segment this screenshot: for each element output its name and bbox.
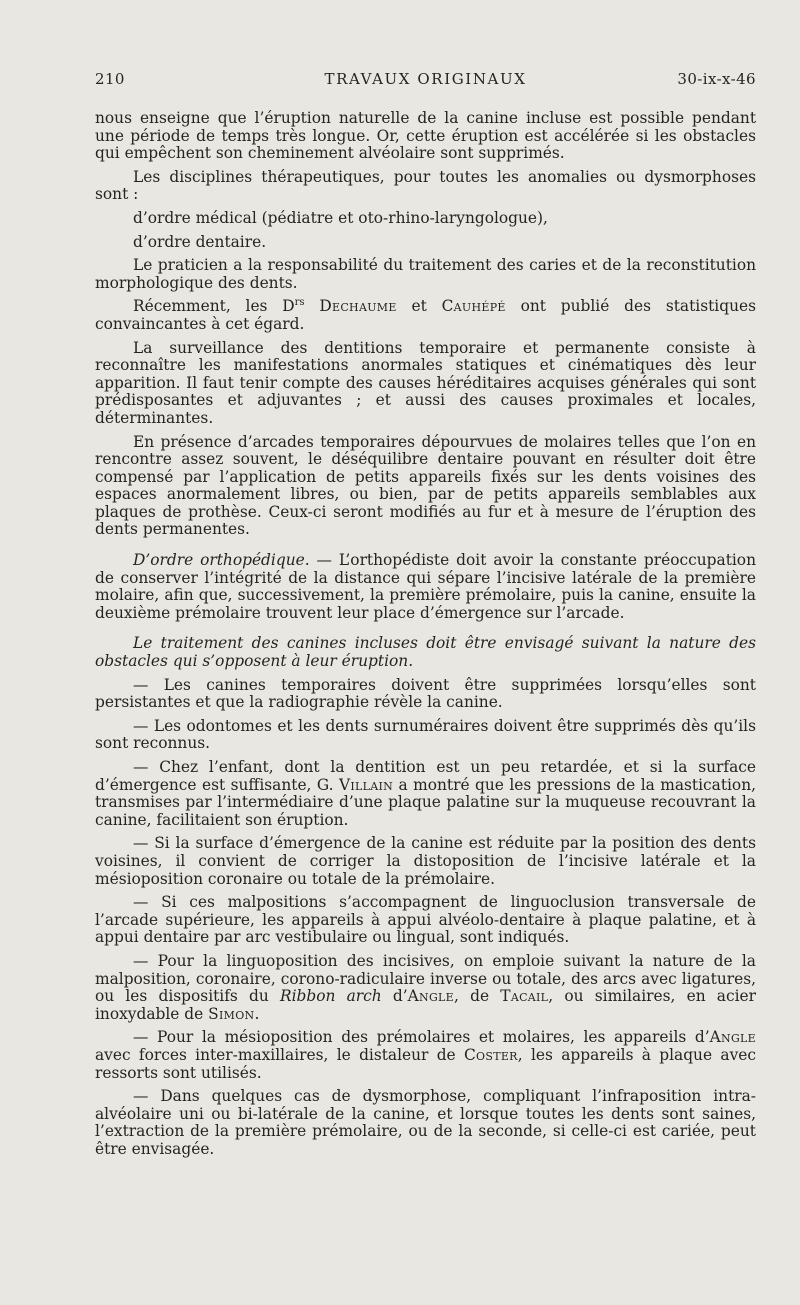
text-run: , ou similaires, en acier inoxydable de [95, 987, 756, 1023]
paragraph-11 [95, 759, 756, 829]
text-run: — L’orthopédiste doit avoir la constante préoccupation de conserver l’intégrité de la distance qui sépare l’incisive latérale de la première molaire, afin que, successivement, la première prémolaire, puis la canine, ensuite la deuxième prémolaire trouvent leur place d’émergence sur l’arcade. [95, 551, 756, 622]
author-name: Tacail [500, 987, 549, 1006]
author-name: Villain [338, 775, 394, 794]
text-run: , de [454, 987, 501, 1006]
text-run: . [254, 1004, 260, 1023]
text-run: a montré que les pressions de la mastication, transmises par l’intermédiaire d’une plaque palatine sur la muqueuse recouvrant la canine, facilitaient son éruption. [95, 775, 756, 829]
paragraph-9: — Les canines temporaires doivent être supprimées lorsqu’elles sont persistantes et que la radiographie révèle la canine. [95, 675, 756, 712]
author-name: Angle [709, 1028, 756, 1047]
paragraph-12: — Si la surface d’émergence de la canine est réduite par la position des dents voisines, il convient de corriger la distoposition de l’incisive latérale et la mésioposition coronaire ou totale de la prémolaire. [95, 834, 756, 888]
author-name: Simon [208, 1004, 255, 1023]
paragraph-16: — Dans quelques cas de dysmorphose, compliquant l’infraposition intra-alvéolaire uni ou bi-latérale de la canine, et lorsque toutes les dents sont saines, l’extraction de la première prémolaire, ou de la seconde, si celle-ci est cariée, peut être envisagée. [95, 1087, 756, 1158]
paragraph-1: nous enseigne que l’éruption naturelle de la canine incluse est possible pendant une période de temps très longue. Or, cette éruption est accélérée si les obstacles qui empêchent son cheminement alvéolaire sont supprimés. [95, 109, 756, 163]
list-item-medical: d’ordre médical (pédiatre et oto-rhino-laryngologue), [133, 208, 548, 227]
text-run: — Chez l’enfant, dont la dentition est un peu retardée, et si la surface d’émergence est suffisante, G. [95, 758, 756, 794]
text-run: — Pour la linguoposition des incisives, on emploie suivant la nature de la malposition, coronaire, corono-radiculaire inverse ou totale, des arcs avec ligatures, ou les dispositifs du [95, 951, 756, 1006]
running-title: TRAVAUX ORIGINAUX [324, 70, 527, 88]
article-body [95, 110, 756, 1158]
paragraph-2: Les disciplines thérapeutiques, pour toutes les anomalies ou dysmorphoses sont : [95, 167, 756, 204]
issue-date: 30-ix-x-46 [677, 70, 756, 88]
paragraph-13: — Si ces malpositions s’accompagnent de linguoclusion transversale de l’arcade supérieure, les appareils à appui alvéolo-dentaire à plaque palatine, et à appui dentaire par arc vestibulaire ou lingual, sont indiqués. [95, 893, 756, 947]
author-name: Angle [407, 987, 454, 1006]
paragraph-3: Le praticien a la responsabilité du traitement des caries et de la reconstitution morphologique des dents. [95, 256, 756, 292]
text-run: — Pour la mésioposition des prémolaires et molaires, les appareils d’ [133, 1028, 710, 1047]
italic-statement: Le traitement des canines incluses doit être envisagé suivant la nature des obstacles qui s’opposent à leur éruption. [95, 634, 756, 671]
author-name: Dechaume [319, 297, 397, 316]
text-run: avec forces inter-maxillaires, le distaleur de [95, 1045, 464, 1064]
page-header [95, 70, 756, 96]
paragraph-5: La surveillance des dentitions temporaire et permanente consiste à reconnaître les manifestations anormales statiques et cinématiques dès leur apparition. Il faut tenir compte des causes héréditaires acquises générales qui sont prédisposantes et adjuvantes ; et aussi des causes proximales et locales, déterminantes. [95, 338, 756, 427]
paragraph-8 [95, 635, 756, 670]
author-name: Coster [463, 1045, 518, 1064]
paragraph-4 [95, 298, 756, 333]
list-item-dental: d’ordre dentaire. [133, 232, 267, 251]
text-run: Récemment, les D [133, 297, 295, 316]
paragraph-7 [95, 552, 756, 622]
text-run: d’ [381, 987, 408, 1006]
paragraph-15 [95, 1029, 756, 1082]
paragraph-14 [95, 953, 756, 1023]
text-run: et [396, 297, 442, 316]
text-run: , les appareils à plaque avec ressorts sont utilisés. [95, 1045, 756, 1082]
text-run: ont publié des statistiques convaincantes à cet égard. [95, 297, 756, 333]
section-label: D’ordre orthopédique. [133, 551, 310, 570]
superscript: rs [294, 297, 305, 309]
italic-term: Ribbon arch [280, 987, 382, 1006]
paragraph-6: En présence d’arcades temporaires dépourvues de molaires telles que l’on en rencontre assez souvent, le déséquilibre dentaire pouvant en résulter doit être compensé par l’application de petits appareils fixés sur les dents voisines des espaces anormalement libres, ou bien, par de petits appareils semblables aux plaques de prothèse. Ceux-ci seront modifiés au fur et à mesure de l’éruption des dents permanentes. [95, 432, 756, 539]
page-number: 210 [95, 70, 125, 88]
author-name: Cauhépé [441, 297, 506, 316]
paragraph-10: — Les odontomes et les dents surnuméraires doivent être supprimés dès qu’ils sont reconnus. [95, 716, 756, 753]
